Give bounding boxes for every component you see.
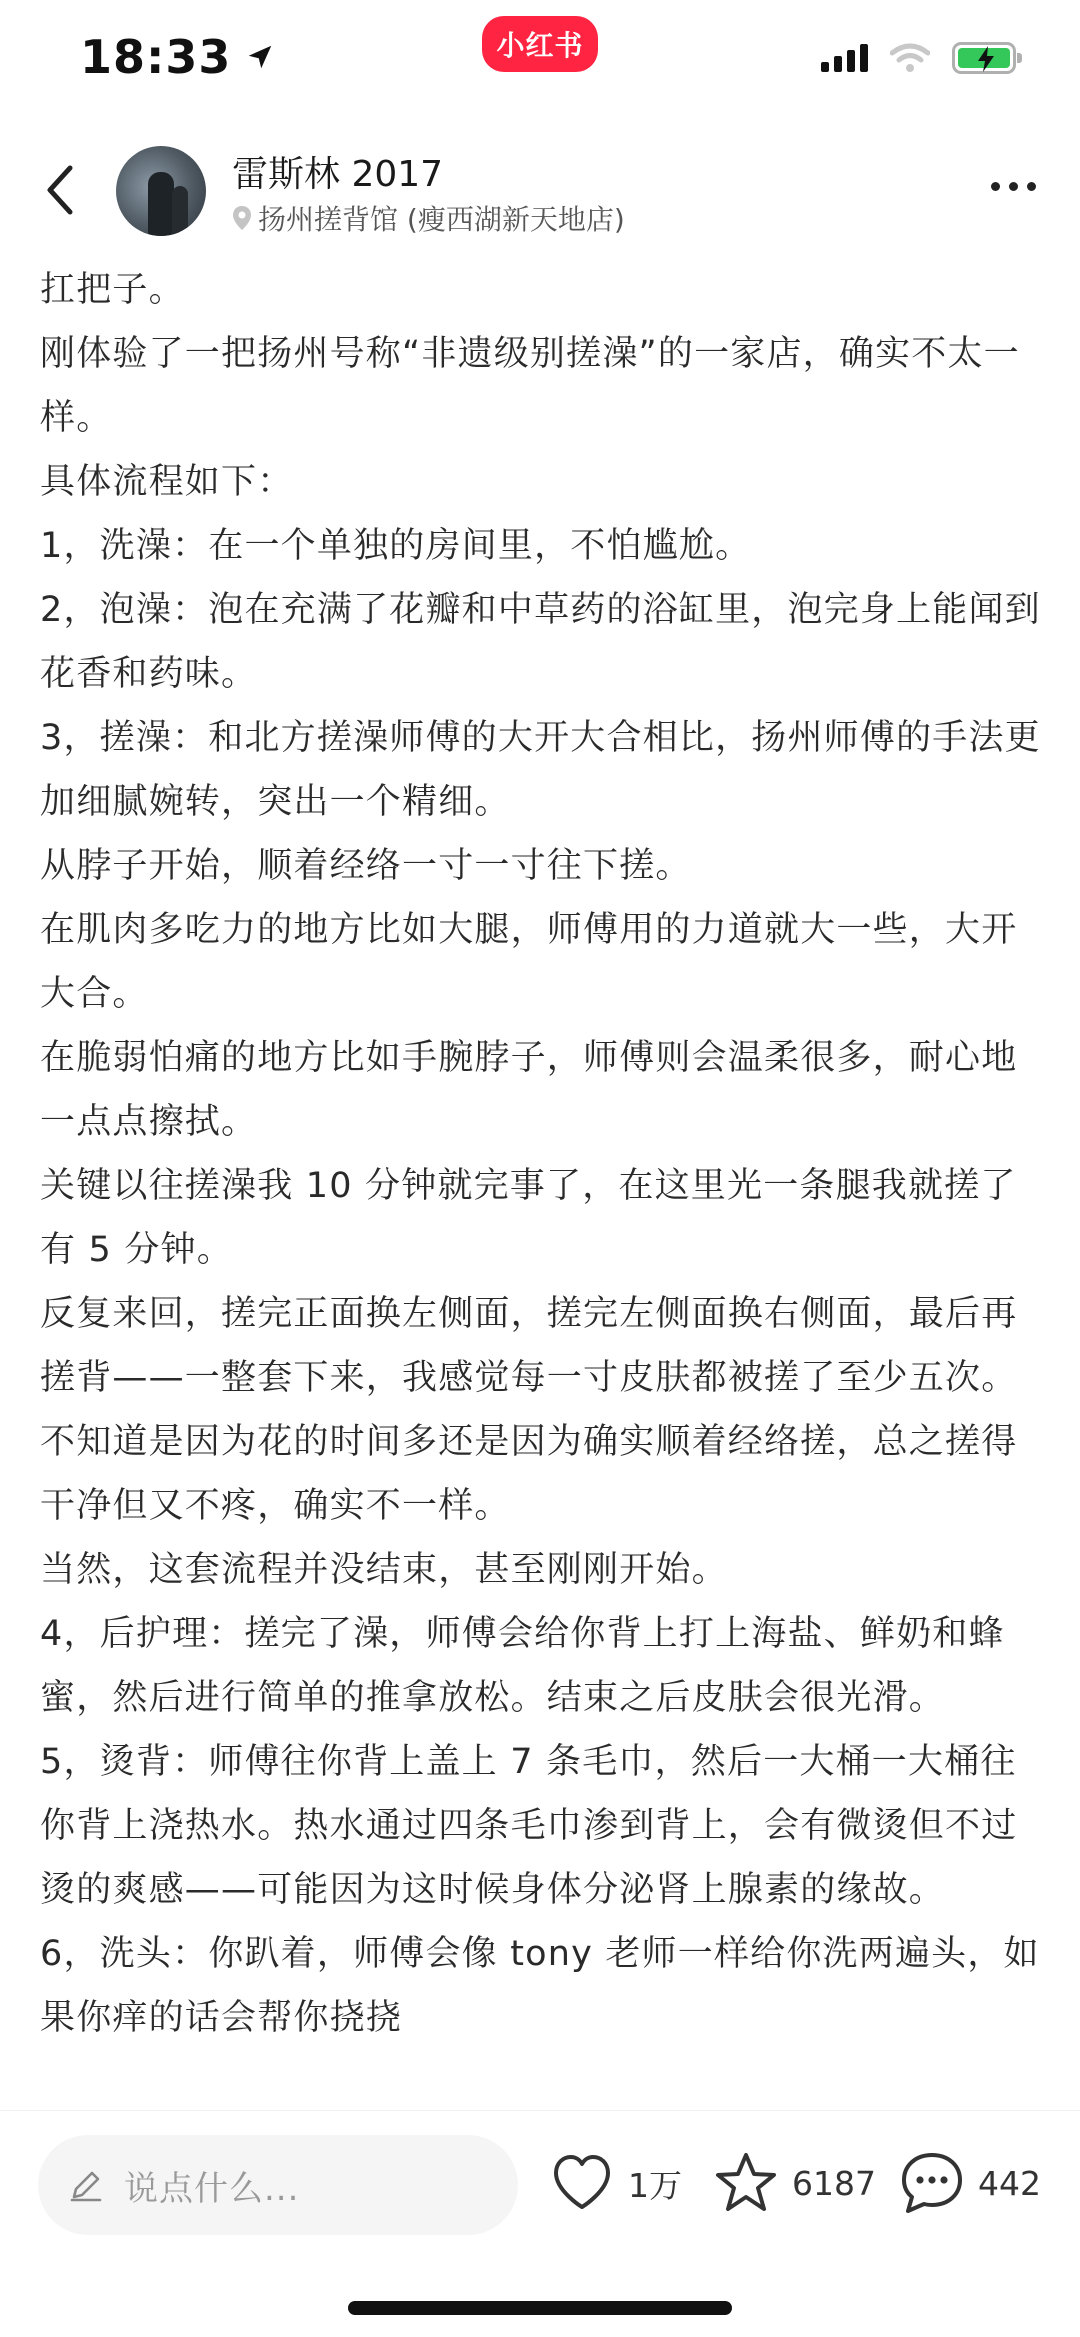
location-arrow-icon [245,42,275,72]
status-bar [0,0,1080,120]
paragraph: 具体流程如下： [40,462,294,502]
home-indicator[interactable] [348,2301,732,2315]
paragraph: 在脆弱怕痛的地方比如手腕脖子，师傅则会温柔很多，耐心地一点点擦拭。 [40,1038,1018,1142]
location-label: 扬州搓背馆 (瘦西湖新天地店) [258,203,625,236]
note-content [40,258,1050,2110]
paragraph: 反复来回，搓完正面换左侧面，搓完左侧面换右侧面，最后再搓背——一整套下来，我感觉每一寸皮肤都被搓了至少五次。 [40,1294,1018,1398]
paragraph: 1，洗澡：在一个单独的房间里，不怕尴尬。 [40,526,752,566]
comment-bubble-icon [898,2149,966,2217]
author-name[interactable]: 雷斯林 2017 [232,154,444,195]
signal-icon [821,44,868,72]
heart-icon [548,2149,616,2217]
comment-button[interactable] [898,2149,1041,2217]
status-icons [821,42,1016,74]
paragraph: 3，搓澡：和北方搓澡师傅的大开大合相比，扬州师傅的手法更加细腻婉转，突出一个精细。 [40,718,1041,822]
app-badge: 小红书 [482,16,598,72]
paragraph: 4，后护理：搓完了澡，师傅会给你背上打上海盐、鲜奶和蜂蜜，然后进行简单的推拿放松。结束之后皮肤会很光滑。 [40,1614,1005,1718]
comment-placeholder: 说点什么... [124,2168,300,2209]
paragraph: 在肌肉多吃力的地方比如大腿，师傅用的力道就大一些，大开大合。 [40,910,1018,1014]
comment-input[interactable] [38,2135,518,2235]
like-count: 1万 [628,2165,682,2205]
pencil-icon [68,2167,104,2203]
paragraph: 当然，这套流程并没结束，甚至刚刚开始。 [40,1550,728,1590]
favorite-button[interactable] [712,2149,876,2217]
paragraph: 从脖子开始，顺着经络一寸一寸往下搓。 [40,846,692,886]
battery-icon [952,42,1016,74]
favorite-count: 6187 [792,2163,876,2203]
like-button[interactable] [548,2149,682,2217]
note-header [0,120,1080,260]
location-pin-icon [232,205,252,231]
paragraph: 5，烫背：师傅往你背上盖上 7 条毛巾，然后一大桶一大桶往你背上浇热水。热水通过四条毛巾渗到背上，会有微烫但不过烫的爽感——可能因为这时候身体分泌肾上腺素的缘故。 [40,1742,1018,1910]
more-icon[interactable] [991,182,1036,191]
clock: 18:33 [80,30,232,84]
author-location[interactable] [232,198,625,238]
paragraph: 刚体验了一把扬州号称“非遗级别搓澡”的一家店，确实不太一样。 [40,334,1020,438]
paragraph: 不知道是因为花的时间多还是因为确实顺着经络搓，总之搓得干净但又不疼，确实不一样。 [40,1422,1018,1526]
wifi-icon [890,43,930,73]
comment-count: 442 [978,2163,1041,2203]
author-avatar[interactable] [116,146,206,236]
paragraph: 关键以往搓澡我 10 分钟就完事了，在这里光一条腿我就搓了有 5 分钟。 [40,1166,1017,1270]
paragraph: 扛把子。 [40,270,185,310]
paragraph: 6，洗头：你趴着，师傅会像 tony 老师一样给你洗两遍头，如果你痒的话会帮你挠挠 [40,1934,1040,2038]
status-time [80,30,275,84]
star-icon [712,2149,780,2217]
bottom-action-bar [0,2110,1080,2337]
back-arrow-icon[interactable] [38,160,82,220]
paragraph: 2，泡澡：泡在充满了花瓣和中草药的浴缸里，泡完身上能闻到花香和药味。 [40,590,1041,694]
